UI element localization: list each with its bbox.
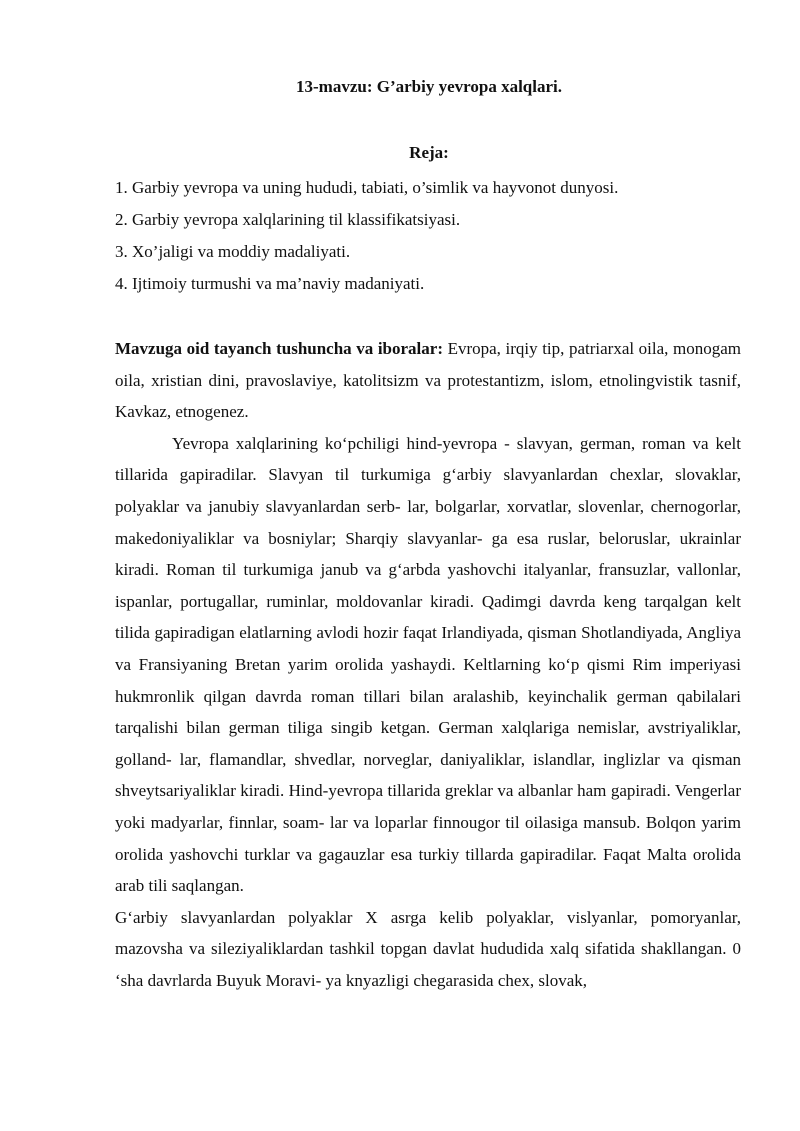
plan-item: 2. Garbiy yevropa xalqlarining til klassifikatsiyasi.: [115, 210, 461, 229]
plan-heading: Reja:: [409, 143, 449, 162]
plan-item: 3. Xo’jaligi va moddiy madaliyati.: [115, 242, 351, 261]
plan-list: [115, 172, 745, 300]
keywords-text: Evropa, irqiy tip, patriarxal oila, monogam oila, xristian dini, pravoslaviye, katolitsizm va protestantizm, islom, etnolingvistik tasnif, Kavkaz, etnogenez.: [115, 339, 741, 422]
paragraph-2: G‘arbiy slavyanlardan polyaklar X asrga kelib polyaklar, vislyanlar, pomoryanlar, mazovsha va sileziyaliklardan tashkil topgan davlat hududida xalq sifatida shakllangan. 0 ‘sha davrlarda Buyuk Moravi- ya knyazligi chegarasida chex, slovak,: [115, 907, 741, 990]
keywords-label: Mavzuga oid tayanch tushuncha va iboralar:: [115, 339, 443, 358]
plan-item: 1. Garbiy yevropa va uning hududi, tabiati, o’simlik va hayvonot dunyosi.: [115, 178, 619, 197]
paragraph-1: Yevropa xalqlarining ko‘pchiligi hind-yevropa - slavyan, german, roman va kelt tillarida gapiradilar. Slavyan til turkumiga g‘arbiy slavyanlardan chexlar, slovaklar, polyaklar va janubiy slavyanlardan serb- lar, bolgarlar, xorvatlar, slovenlar, chernogorlar, makedoniyaliklar va bosniylar; Sharqiy slavyanlar- ga esa ruslar, beloruslar, ukrainlar kiradi. Roman til turkumiga janub va g‘arbda yashovchi italyanlar, fransuzlar, vallonlar, ispanlar, portugallar, ruminlar, moldovanlar kiradi. Qadimgi davrda keng tarqalgan kelt tilida gapiradigan elatlarning avlodi hozir faqat Irlandiyada, qisman Shotlandiyada, Angliya va Fransiyaning Bretan yarim orolida yashaydi. Keltlarning ko‘p qismi Rim imperiyasi hukmronlik qilgan davrda roman tillari bilan aralashib, keyinchalik german qabilalari tarqalishi bilan german tiliga singib ketgan. German xalqlariga nemislar, avstriyaliklar, golland- lar, flamandlar, shvedlar, norveglar, daniyaliklar, islandlar, inglizlar va qisman shveytsariyaliklar kiradi. Hind-yevropa tillarida greklar va albanlar ham gapiradi. Vengerlar yoki madyarlar, finnlar, soam- lar va loparlar finnougor til oilasiga mansub. Bolqon yarim orolida yashovchi turklar va gagauzlar esa turkiy tillarda gapiradilar. Faqat Malta orolida arab tili saqlangan.: [115, 433, 741, 896]
plan-item: 4. Ijtimoiy turmushi va ma’naviy madaniyati.: [115, 274, 425, 293]
body-text: [115, 333, 741, 996]
keywords-paragraph: [115, 333, 741, 428]
page-title: 13-mavzu: G’arbiy yevropa xalqlari.: [296, 77, 562, 96]
